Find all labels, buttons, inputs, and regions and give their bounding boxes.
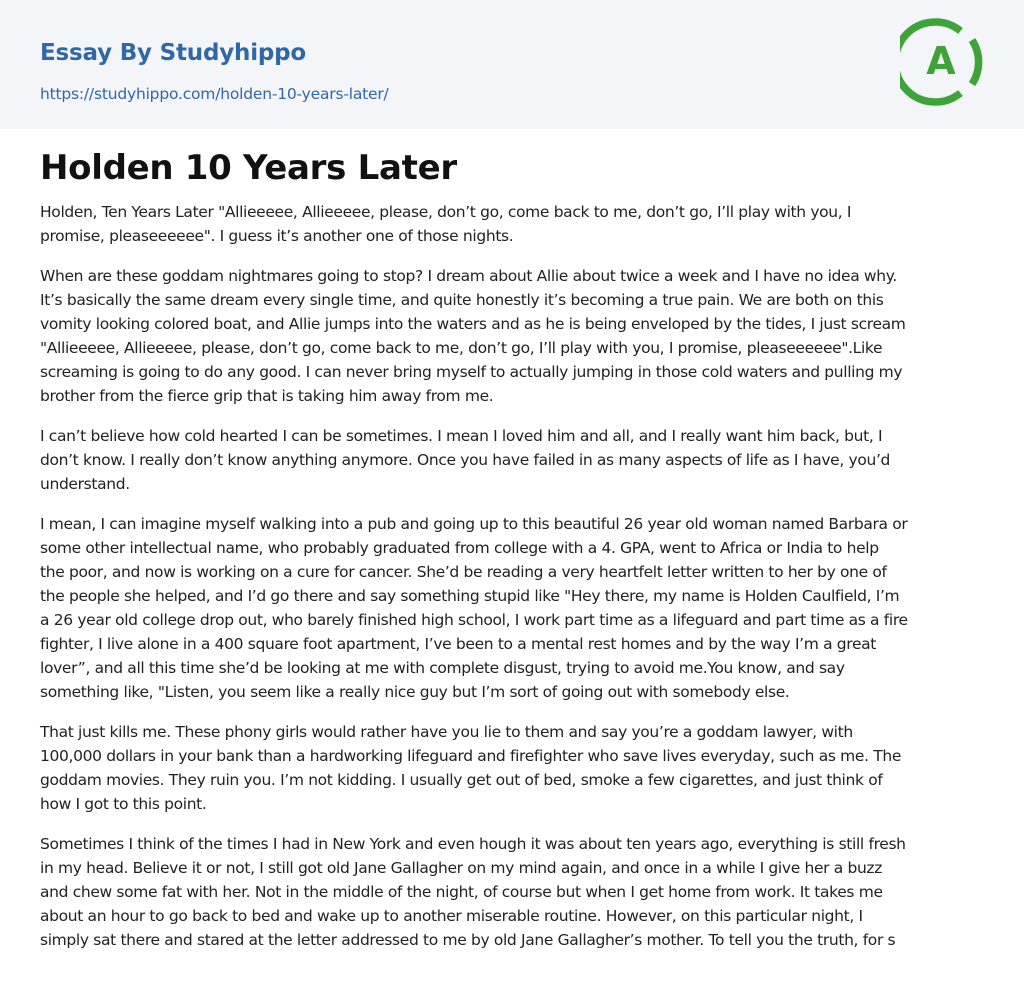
site-header bbox=[0, 0, 1024, 129]
article-paragraph-1: Holden, Ten Years Later "Allieeeee, Allieeeee, please, don’t go, come back to me, don’t go, I’ll play with you, I promise, pleaseeeeee". I guess it’s another one of those nights. bbox=[40, 203, 852, 245]
article-paragraph-6: Sometimes I think of the times I had in New York and even hough it was about ten years ago, everything is still fresh in my head. Believe it or not, I still got old Jane Gallagher on my mind again, and once in a while I give her a buzz and chew some fat with her. Not in the middle of the night, of course but when I get home from work. It takes me about an hour to go back to bed and wake up to another miserable routine. However, on this particular night, I simply sat there and stared at the letter addressed to me by old Jane Gallagher’s mother. To tell you the truth, for s bbox=[40, 835, 906, 949]
article-paragraph-5: That just kills me. These phony girls would rather have you lie to them and say you’re a goddam lawyer, with 100,000 dollars in your bank than a hardworking lifeguard and firefighter who save lives everyday, such as me. The goddam movies. They ruin you. I’m not kidding. I usually get out of bed, smoke a few cigarettes, and just think of how I got to this point. bbox=[40, 723, 902, 813]
article-paragraph-3: I can’t believe how cold hearted I can be sometimes. I mean I loved him and all, and I really want him back, but, I don’t know. I really don’t know anything anymore. Once you have failed in as many aspects of life as I have, you’d understand. bbox=[40, 427, 891, 493]
studyhippo-logo-icon[interactable] bbox=[900, 18, 988, 106]
article-paragraph-2: When are these goddam nightmares going to stop? I dream about Allie about twice a week and I have no idea why. It’s basically the same dream every single time, and quite honestly it’s becoming a true pain. We are both on this vomity looking colored boat, and Allie jumps into the waters and as he is being enveloped by the tides, I just scream "Allieeeee, Allieeeee, please, don’t go, come back to me, don’t go, I’ll play with you, I promise, pleaseeeeee".Like screaming is going to do any good. I can never bring myself to actually jumping in those cold waters and pulling my brother from the fierce grip that is taking him away from me. bbox=[40, 267, 906, 405]
page-url-link[interactable]: https://studyhippo.com/holden-10-years-later/ bbox=[40, 85, 389, 103]
article-title: Holden 10 Years Later bbox=[40, 148, 457, 188]
article bbox=[40, 144, 988, 952]
logo-ring-right bbox=[972, 40, 979, 84]
article-paragraph-4: I mean, I can imagine myself walking into a pub and going up to this beautiful 26 year old woman named Barbara or some other intellectual name, who probably graduated from college with a 4. GPA, went to Africa or India to help the poor, and now is working on a cure for cancer. She’d be reading a very heartfelt letter written to her by one of the people she helped, and I’d go there and say something stupid like "Hey there, my name is Holden Caulfield, I’m a 26 year old college drop out, who barely finished high school, I work part time as a lifeguard and part time as a fire fighter, I live alone in a 400 square foot apartment, I’ve been to a mental rest homes and by the way I’m a great lover”, and all this time she’d be looking at me with complete disgust, trying to avoid me.You know, and say something like, "Listen, you seem like a really nice guy but I’m sort of going out with somebody else. bbox=[40, 515, 908, 701]
logo-letter: A bbox=[926, 39, 956, 83]
brand-title[interactable]: Essay By Studyhippo bbox=[40, 40, 307, 66]
